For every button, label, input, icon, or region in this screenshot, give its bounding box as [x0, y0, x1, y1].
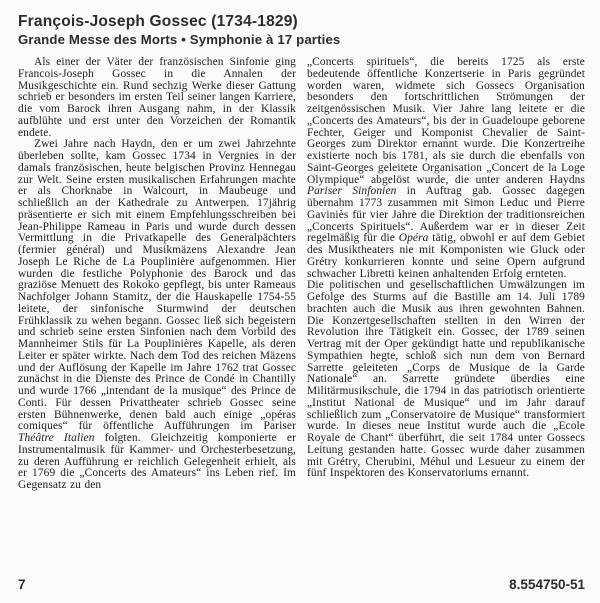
- text-segment: tätig, obwohl er auf dem Gebiet des Musiktheaters nie mit Komponisten wie Gluck oder Grétry konkurrieren konnte und seine Opern aufgrund schwacher Libretti keinen anhaltenden Erfolg ernteten.: [307, 232, 585, 280]
- paragraph: [18, 139, 296, 492]
- text-segment: in Auftrag gab. Gossec dagegen übernahm 1773 zusammen mit Simon Leduc und Pierre Gaviniès für vier Jahre die Direktion der traditionsreichen „Concerts Spirituels“. Außerdem war er in dieser Zeit regelmäßig für die: [307, 185, 585, 245]
- text-segment: Die politischen und gesellschaftlichen Umwälzungen im Gefolge des Sturms auf die Bastille am 14. Juli 1789 brachten auch die Musik aus ihren gewohnten Bahnen. Die Konzertgesellschaften stellten in den Wirren der Revolution ihre Tätigkeit ein. Gossec, der 1789 seinen Vertrag mit der Oper gekündigt hatte und republikanische Sympathien hegte, schloß sich nun dem von Bernard Sarrette geleiteten „Corps de Musique de la Garde Nationale“ an. Sarrette gründete überdies eine Militärmusikschule, die 1794 in das patriotisch orientierte „Institut National de Musique“ und im Jahr darauf schließlich zum „Conservatoire de Musique“ transformiert wurde. In dieses neue Institut wurde auch die „Ecole Royale de Chant“ überführt, die seit 1784 unter Gossecs Leitung gestanden hatte. Gossec wurde daher zusammen mit Grétry, Cherubini, Méhul und Lesueur zu einem der fünf Inspektoren des Konservatoriums ernannt.: [307, 279, 585, 480]
- paragraph: [18, 57, 296, 139]
- page-footer: [18, 577, 585, 592]
- paragraph: [307, 57, 585, 280]
- text-segment: Pariser Sinfonien: [307, 185, 397, 198]
- page-number: 7: [18, 577, 26, 592]
- catalog-number: 8.554750-51: [509, 577, 585, 592]
- text-segment: Opéra: [398, 232, 429, 245]
- page-subtitle: Grande Messe des Morts • Symphonie à 17 parties: [18, 32, 341, 47]
- text-segment: folgten. Gleichzeitig komponierte er Instrumentalmusik für Kammer- und Orchesterbesetzung, zu deren Aufführung er reichlich Gelegenheit erhielt, als er 1769 die „Concerts des Amateurs“ ins Leben rief. Im Gegensatz zu den: [18, 432, 296, 491]
- text-segment: Als einer der Väter der französischen Sinfonie ging Francois-Joseph Gossec in die Annalen der Musikgeschichte ein. Rund sechzig Werke dieser Gattung schrieb er besonders im ersten Teil seiner langen Karriere, die vom Barock ihren Ausgang nahm, in der Klassik aufblühte und erst unter den Vorzeichen der Romantik endete.: [18, 56, 296, 139]
- article-body: [0, 48, 600, 492]
- page-header: [0, 0, 600, 48]
- page-title: François-Joseph Gossec (1734-1829): [18, 13, 298, 30]
- text-segment: Théâtre Italien: [18, 432, 95, 444]
- right-column: [307, 57, 585, 492]
- text-segment: „Concerts spirituels“, die bereits 1725 als erste bedeutende öffentliche Konzertserie in Paris gegründet worden waren, widmete sich Gossecs Organisation besonders den fortschrittlichen Strömungen der zeitgenössischen Musik. Vier Jahre lang leitete er die „Concerts des Amateurs“, bis der in Guadeloupe geborene Fechter, Geiger und Komponist Chevalier de Saint-Georges zum Direktor ernannt wurde. Die Konzertreihe existierte noch bis 1781, als sie durch die ebenfalls von Saint-Georges geleitete Organisation „Concert de la Loge Olympique“ abgelöst wurde, die unter anderen Haydns: [307, 56, 585, 186]
- text-segment: Zwei Jahre nach Haydn, den er um zwei Jahrzehnte überleben sollte, kam Gossec 1734 in Vergnies in der damals französischen, heute belgischen Provinz Hennegau zur Welt. Seine ersten musikalischen Erfahrungen machte er als Chorknabe in Walcourt, in Maubeuge und schließlich an der Kathedrale zu Antwerpen. 17jährig präsentierte er sich mit einem Empfehlungsschreiben bei Jean-Philippe Rameau in Paris und wurde durch dessen Vermittlung in die Privatkapelle des Generalpächters (fermier général) und Musikmäzens Alexandre Jean Joseph Le Riche de La Pouplinière aufgenommen. Hier wurden die festliche Polyphonie des Barock und das graziöse Menuett des Rokoko gepflegt, bis unter Rameaus Nachfolger Johann Stamitz, der die Hauskapelle 1754-55 leitete, der sinfonische Sturmwind der deutschen Frühklassik zu wehen begann. Gossec ließ sich begeistern und schrieb seine ersten Sinfonien nach dem Vorbild des Mannheimer Stils für La Pouplinières Kapelle, als deren Leiter er später wirkte. Nach dem Tod des reichen Mäzens und der Auflösung der Kapelle im Jahre 1762 trat Gossec zunächst in die Dienste des Prince de Condé in Chantilly und wurde 1766 „intendant de la musique“ des Prince de Conti. Für dessen Privattheater schrieb Gossec seine ersten Bühnenwerke, denen bald auch einige „opéras comiques“ für öffentliche Aufführungen im Pariser: [18, 138, 296, 433]
- left-column: [18, 57, 296, 492]
- paragraph: [307, 280, 585, 480]
